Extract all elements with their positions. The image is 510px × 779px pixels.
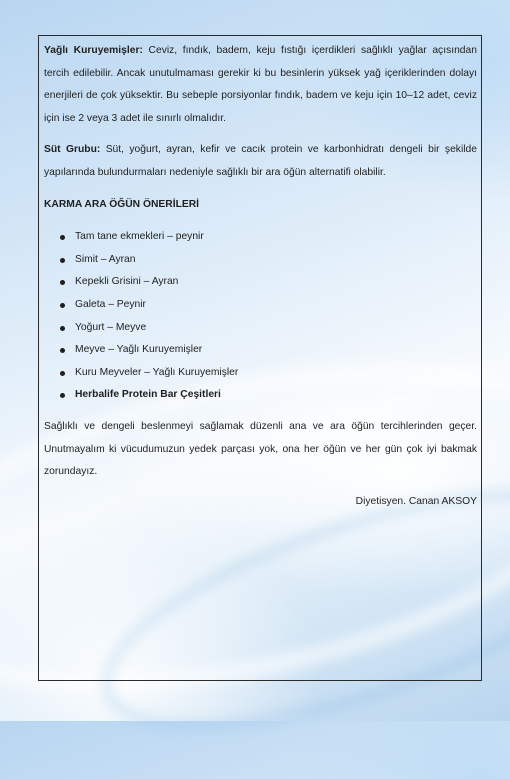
nuts-paragraph bbox=[44, 40, 477, 130]
bullet-icon bbox=[60, 303, 65, 308]
list-item-text: Meyve – Yağlı Kuruyemişler bbox=[75, 344, 203, 356]
list-item bbox=[44, 226, 477, 249]
closing-paragraph: Sağlıklı ve dengeli beslenmeyi sağlamak düzenli ana ve ara öğün tercihlerinden geçer. Unutmayalım ki vücudumuzun yedek parçası yok, ona her öğün ve her gün çok iyi bakmak zorundayız. bbox=[44, 420, 477, 478]
list-item bbox=[44, 249, 477, 272]
list-item-text: Tam tane ekmekleri – peynir bbox=[75, 231, 204, 243]
section-title: KARMA ARA ÖĞÜN ÖNERİLERİ bbox=[44, 198, 200, 210]
list-item bbox=[44, 317, 477, 340]
nuts-label: Yağlı Kuruyemişler: bbox=[44, 45, 143, 56]
milk-text: Süt, yoğurt, ayran, kefir ve cacık protein ve karbonhidratı dengeli bir şekilde yapılarında bulundurmaları nedeniyle sağlıklı bir ara öğün alternatifi olabilir. bbox=[44, 144, 477, 178]
list-item-text: Simit – Ayran bbox=[75, 253, 136, 265]
document-body bbox=[44, 40, 477, 513]
milk-paragraph bbox=[44, 139, 477, 184]
list-item-text: Yoğurt – Meyve bbox=[75, 321, 147, 333]
list-item-text: Galeta – Peynir bbox=[75, 298, 146, 310]
bullet-icon bbox=[60, 235, 65, 240]
bullet-icon bbox=[60, 258, 65, 263]
bullet-icon bbox=[60, 393, 65, 398]
list-item-text: Kuru Meyveler – Yağlı Kuruyemişler bbox=[75, 366, 239, 378]
list-item bbox=[44, 294, 477, 317]
milk-label: Süt Grubu: bbox=[44, 144, 101, 156]
list-item bbox=[44, 271, 477, 294]
bullet-icon bbox=[60, 280, 65, 285]
bullet-icon bbox=[60, 371, 65, 376]
signature: Diyetisyen. Canan AKSOY bbox=[355, 495, 477, 507]
list-item bbox=[44, 339, 477, 362]
bullet-icon bbox=[60, 348, 65, 353]
suggestion-list bbox=[44, 226, 477, 407]
list-item-text: Herbalife Protein Bar Çeşitleri bbox=[75, 389, 221, 401]
list-item bbox=[44, 362, 477, 385]
bullet-icon bbox=[60, 326, 65, 331]
list-item-text: Kepekli Grisini – Ayran bbox=[75, 276, 179, 288]
nuts-text: Ceviz, fındık, badem, keju fıstığı içerdikleri sağlıklı yağlar açısından tercih edilebilir. Ancak unutulmaması gerekir ki bu besinlerin yüksek yağ içeriklerinden dolayı enerjileri de çok yüksektir. Bu sebeple porsiyonlar fındık, badem ve keju için 10–12 adet, ceviz için ise 2 veya 3 adet ile sınırlı olmalıdır. bbox=[44, 45, 477, 124]
list-item bbox=[44, 384, 477, 407]
